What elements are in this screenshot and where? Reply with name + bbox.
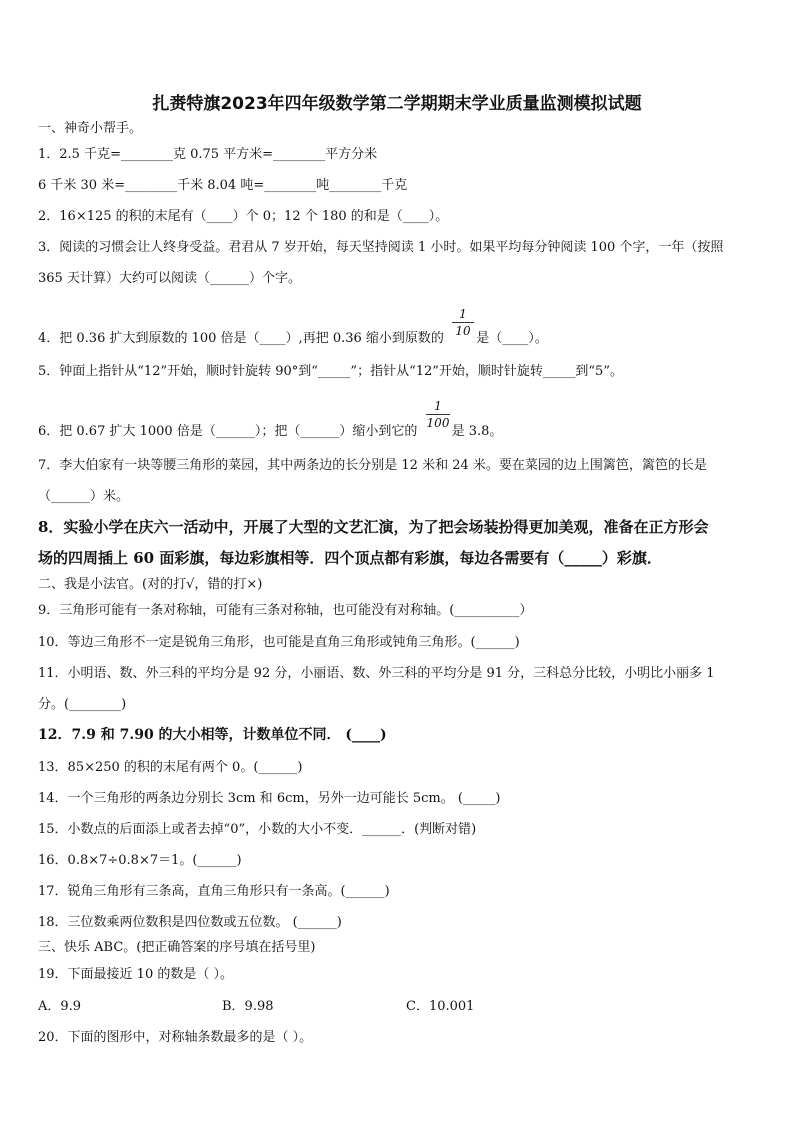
question-19-option-a: A．9.9 <box>38 999 82 1014</box>
question-14: 14．一个三角形的两条边分别长 3cm 和 6cm，另外一边可能长 5cm。 (_____) <box>38 791 501 806</box>
question-19: 19．下面最接近 10 的数是（ ）。 <box>38 967 233 982</box>
question-16: 16．0.8×7÷0.8×7＝1。(______) <box>38 853 242 868</box>
question-18: 18．三位数乘两位数积是四位数或五位数。 (______) <box>38 915 342 930</box>
question-4-text: 4．把 0.36 扩大到原数的 100 倍是（____）,再把 0.36 缩小到原数的 <box>38 331 444 346</box>
question-6-tail: 是 3.8。 <box>451 424 503 439</box>
question-17: 17．锐角三角形有三条高，直角三角形只有一条高。(______) <box>38 884 390 899</box>
page-title: 扎赉特旗2023年四年级数学第二学期期末学业质量监测模拟试题 <box>152 94 642 114</box>
question-1b: 6 千米 30 米=________千米 8.04 吨=________吨________千克 <box>38 178 408 193</box>
question-1a: 1．2.5 千克=________克 0.75 平方米=________平方分米 <box>38 147 378 162</box>
question-11a: 11．小明语、数、外三科的平均分是 92 分，小丽语、数、外三科的平均分是 91 分，三科总分比较，小明比小丽多 1 <box>38 666 715 681</box>
question-2: 2．16×125 的积的末尾有（____）个 0；12 个 180 的和是（____）。 <box>38 209 449 224</box>
question-5: 5．钟面上指针从“12”开始，顺时针旋转 90°到“_____”；指针从“12”开始，顺时针旋转_____到“5”。 <box>38 364 623 379</box>
question-13: 13．85×250 的积的末尾有两个 0。(______) <box>38 760 303 775</box>
question-8b: 场的四周插上 60 面彩旗，每边彩旗相等．四个顶点都有彩旗，每边各需要有（_____）彩旗． <box>38 549 662 567</box>
question-4-tail: 是（____）。 <box>476 331 548 346</box>
question-8a: 8．实验小学在庆六一活动中，开展了大型的文艺汇演，为了把会场装扮得更加美观，准备在正方形会 <box>38 518 709 536</box>
section-2-heading: 二、我是小法官。(对的打√，错的打×) <box>38 577 263 592</box>
section-1-heading: 一、神奇小帮手。 <box>38 121 143 136</box>
question-6-text: 6．把 0.67 扩大 1000 倍是（______）；把（______）缩小到它的 <box>38 424 418 439</box>
question-11b: 分。(________) <box>38 697 127 712</box>
question-3b: 365 天计算）大约可以阅读（______）个字。 <box>38 271 301 286</box>
question-15: 15．小数点的后面添上或者去掉“0”，小数的大小不变．______．(判断对错) <box>38 822 477 837</box>
question-12: 12．7.9 和 7.90 的大小相等，计数单位不同． (____) <box>38 727 387 743</box>
question-3a: 3．阅读的习惯会让人终身受益。君君从 7 岁开始，每天坚持阅读 1 小时。如果平均每分钟阅读 100 个字，一年（按照 <box>38 240 724 255</box>
question-10: 10．等边三角形不一定是锐角三角形，也可能是直角三角形或钝角三角形。(______) <box>38 635 520 650</box>
question-20: 20．下面的图形中，对称轴条数最多的是（ ）。 <box>38 1030 313 1045</box>
question-9: 9．三角形可能有一条对称轴，可能有三条对称轴，也可能没有对称轴。(__________） <box>38 603 533 618</box>
fraction-one-hundredth: $\frac{1}{100}$ <box>426 399 450 430</box>
question-19-option-c: C．10.001 <box>406 999 475 1014</box>
fraction-one-tenth: $\frac{1}{10}$ <box>452 307 474 338</box>
question-7b: （______）米。 <box>38 489 130 504</box>
question-19-option-b: B．9.98 <box>222 999 274 1014</box>
section-3-heading: 三、快乐 ABC。(把正确答案的序号填在括号里) <box>38 940 316 955</box>
question-7a: 7．李大伯家有一块等腰三角形的菜园，其中两条边的长分别是 12 米和 24 米。要在菜园的边上围篱笆，篱笆的长是 <box>38 458 707 473</box>
